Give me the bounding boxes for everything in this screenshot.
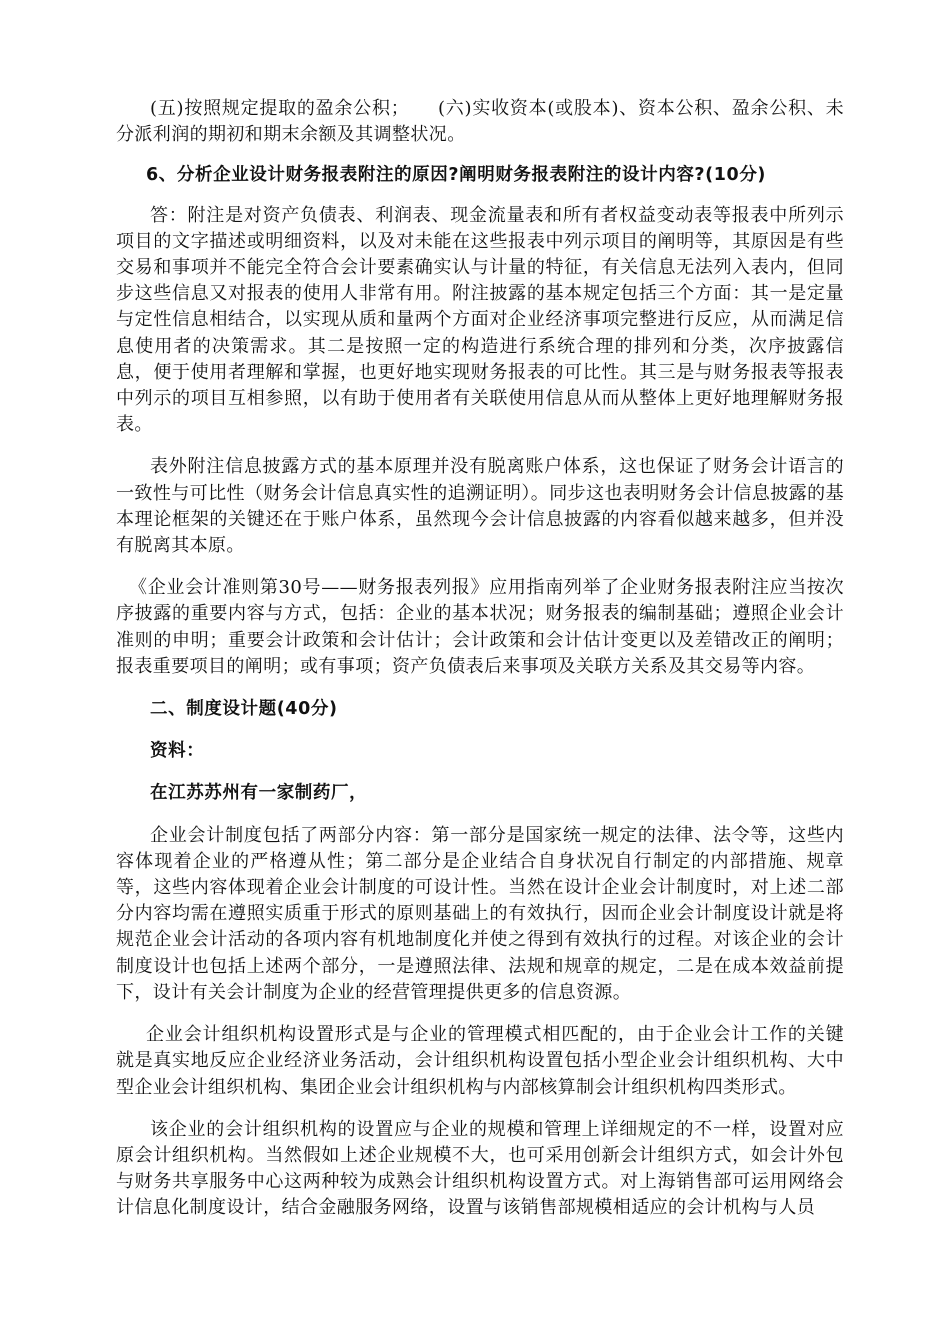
document-page [116,96,844,1222]
question-6-heading: 6、分析企业设计财务报表附注的原因?阐明财务报表附注的设计内容?(10分) [146,165,767,186]
body-paragraph-1: 企业会计制度包括了两部分内容：第一部分是国家统一规定的法律、法令等，这些内容体现着企业的严格遵从性；第二部分是企业结合自身状况自行制定的内部措施、规章等，这些内容体现着企业会计制度的可设计性。当然在设计企业会计制度时，对上述二部分内容均需在遵照实质重于形式的原则基础上的有效执行，因而企业会计制度设计就是将规范企业会计活动的各项内容有机地制度化并使之得到有效执行的过程。对该企业的会计制度设计也包括上述两个部分，一是遵照法律、法规和规章的规定，二是在成本效益前提下，设计有关会计制度为企业的经营管理提供更多的信息资源。 [116,824,844,1003]
material-intro: 在江苏苏州有一家制药厂， [150,783,368,804]
answer-paragraph-2: 表外附注信息披露方式的基本原理并没有脱离账户体系，这也保证了财务会计语言的一致性与可比性（财务会计信息真实性的追溯证明）。同步这也表明财务会计信息披露的基本理论框架的关键还在于账户体系，虽然现今会计信息披露的内容看似越来越多，但并没有脱离其本原。 [116,456,844,557]
answer-paragraph-3: 《企业会计准则第30号——财务报表列报》应用指南列举了企业财务报表附注应当按次序披露的重要内容与方式，包括：企业的基本状况；财务报表的编制基础；遵照企业会计准则的申明；重要会计政策和会计估计；会计政策和会计估计变更以及差错改正的阐明；报表重要项目的阐明；或有事项；资产负债表后来事项及关联方关系及其交易等内容。 [116,577,844,677]
section-2-heading: 二、制度设计题(40分) [150,699,338,720]
body-paragraph-3: 该企业的会计组织机构的设置应与企业的规模和管理上详细规定的不一样，设置对应原会计组织机构。当然假如上述企业规模不大，也可采用创新会计组织方式，如会计外包与财务共享服务中心这两种较为成熟会计组织机构设置方式。对上海销售部可运用网络会计信息化制度设计，结合金融服务网络，设置与该销售部规模相适应的会计机构与人员 [116,1118,844,1219]
material-label: 资料： [150,741,205,762]
answer-paragraph-1: 答：附注是对资产负债表、利润表、现金流量表和所有者权益变动表等报表中所列示项目的文字描述或明细资料，以及对未能在这些报表中列示项目的阐明等，其原因是有些交易和事项并不能完全符合会计要素确实认与计量的特征，有关信息无法列入表内，但同步这些信息又对报表的使用人非常有用。附注披露的基本规定包括三个方面：其一是定量与定性信息相结合，以实现从质和量两个方面对企业经济事项完整进行反应，从而满足信息使用者的决策需求。其二是按照一定的构造进行系统合理的排列和分类，次序披露信息，便于使用者理解和掌握，也更好地实现财务报表的可比性。其三是与财务报表等报表中列示的项目互相参照，以有助于使用者有关联使用信息从而从整体上更好地理解财务报表。 [116,204,844,436]
paragraph-reserve-items: (五)按照规定提取的盈余公积； (六)实收资本(或股本)、资本公积、盈余公积、未分派利润的期初和期末余额及其调整状况。 [116,98,844,146]
body-paragraph-2: 企业会计组织机构设置形式是与企业的管理模式相匹配的，由于企业会计工作的关键就是真实地反应企业经济业务活动，会计组织机构设置包括小型企业会计组织机构、大中型企业会计组织机构、集团企业会计组织机构与内部核算制会计组织机构四类形式。 [116,1024,844,1098]
